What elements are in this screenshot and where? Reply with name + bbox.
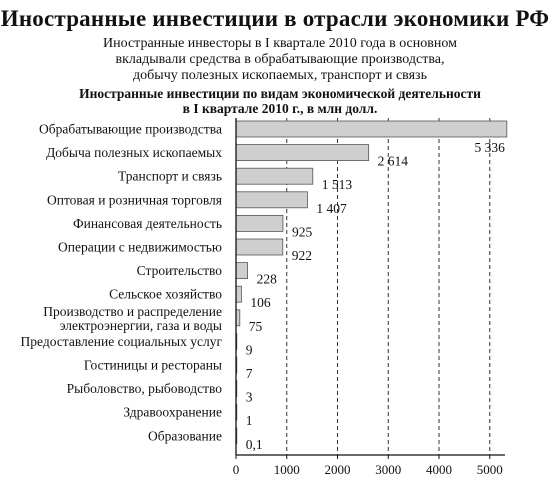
value-label: 925 [291,224,313,240]
subtitle-line: добычу полезных ископаемых, транспорт и связь [133,68,427,83]
category-label: Операции с недвижимостью [58,239,222,255]
bar [236,286,241,302]
category-label: Сельское хозяйство [109,286,222,302]
category-label: Добыча полезных ископаемых [46,145,222,161]
value-label: 1 407 [316,200,347,216]
chart-title-line: Иностранные инвестиции по видам экономической деятельности [79,86,481,101]
value-label: 2 614 [377,153,409,169]
bar [236,263,248,279]
x-tick-label: 0 [232,462,240,477]
bar [236,168,313,184]
category-label: Предоставление социальных услуг [20,333,222,349]
category-label: Финансовая деятельность [72,215,222,231]
bar [236,215,283,231]
category-label: Оптовая и розничная торговля [46,192,222,208]
value-label: 1 [245,413,253,429]
subtitle-line: вкладывали средства в обрабатывающие производства, [115,52,445,67]
x-tick-label: 5000 [476,462,503,477]
category-label: Гостиницы и рестораны [83,357,222,373]
value-label: 7 [245,366,253,381]
chart-title-line: в I квартале 2010 г., в млн долл. [182,101,378,116]
category-label: Здравоохранение [123,404,222,420]
page-title: Иностранные инвестиции в отрасли экономики РФ [0,6,550,31]
bar [236,239,283,255]
x-tick-label: 3000 [375,462,402,477]
value-label: 5 336 [474,140,505,155]
category-label: Транспорт и связь [118,168,222,184]
value-label: 9 [245,342,253,358]
x-tick-label: 2000 [324,462,351,477]
category-label: Обрабатывающие производства [39,121,222,137]
x-tick-label: 4000 [426,462,453,477]
bar [236,121,507,137]
subtitle-line: Иностранные инвесторы в I квартале 2010 года в основном [103,36,457,51]
value-label: 922 [291,248,313,263]
category-label: Образование [148,428,222,444]
value-label: 3 [245,389,253,405]
category-label: Производство и распределение электроэнергии, газа и воды [43,303,222,333]
value-label: 228 [256,271,277,287]
category-label: Строительство [136,263,222,279]
bar [236,192,307,208]
value-label: 0,1 [245,436,263,452]
value-label: 106 [250,295,271,311]
value-label: 75 [248,318,263,334]
category-label: Рыболовство, рыбоводство [66,381,222,397]
x-tick-label: 1000 [273,462,300,477]
bar [236,145,369,161]
value-label: 1 513 [321,177,353,193]
